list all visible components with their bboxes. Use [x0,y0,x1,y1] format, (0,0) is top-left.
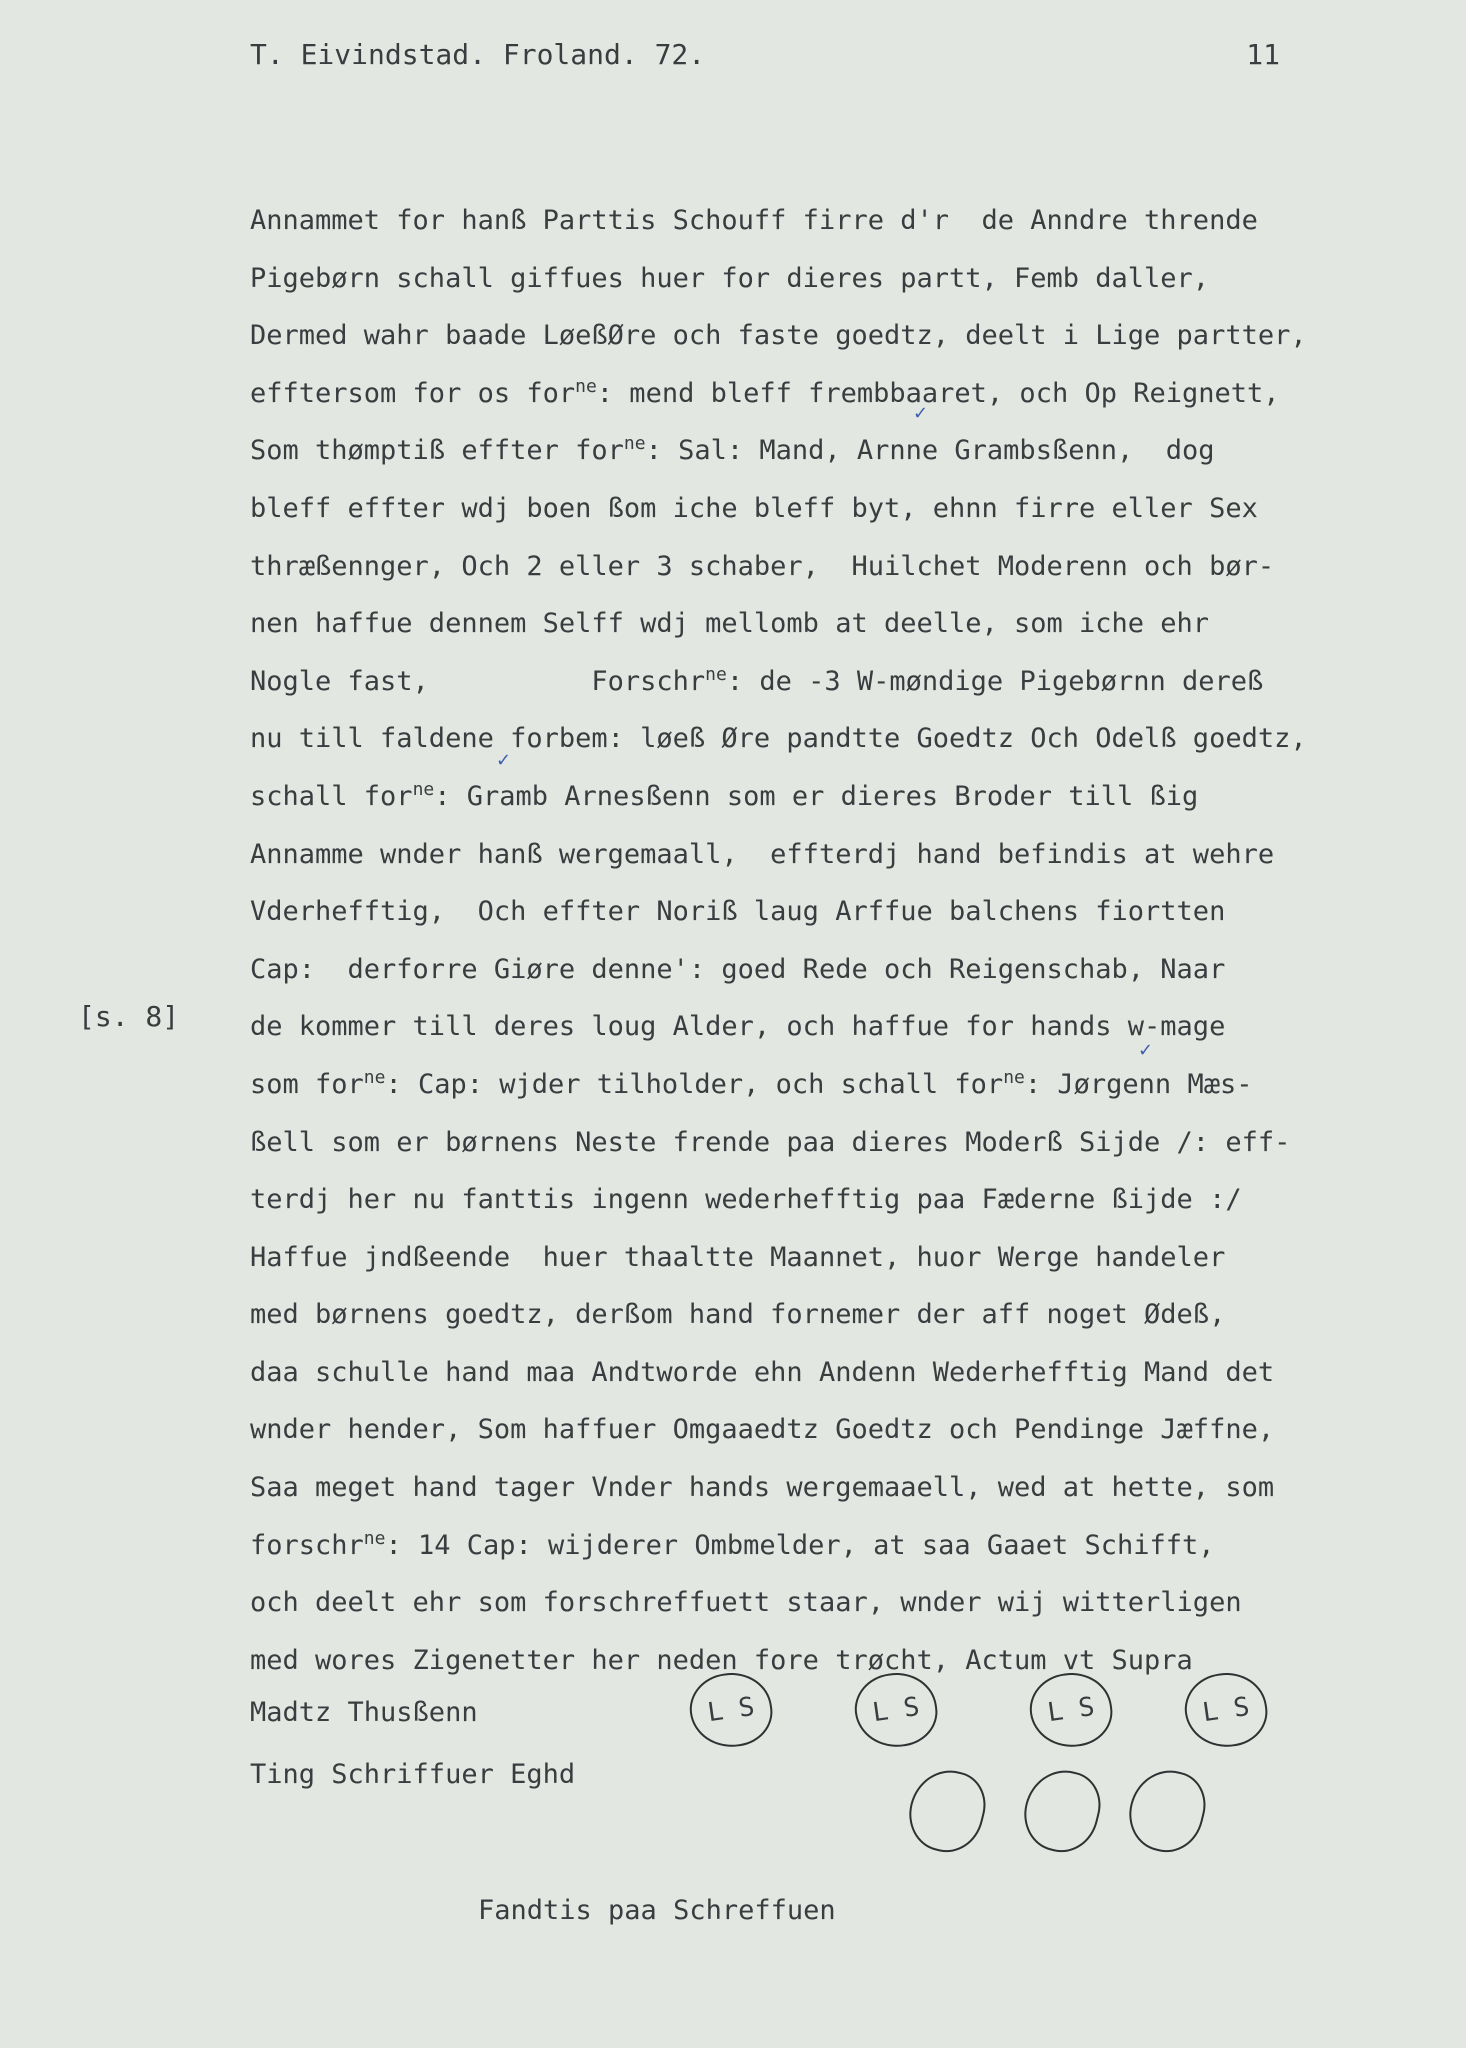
check-mark: ✓ [496,750,512,771]
blank-seal [901,1762,993,1859]
text-line: efftersom for os for$^{ne}$: mend bleff frembbaaret, och Op Reignett, [250,375,1280,409]
text-line: schall for$^{ne}$: Gramb Arnesßenn som er dieres Broder till ßig [250,778,1199,812]
page-number: 11 [1246,38,1280,71]
text-line: Cap: derforre Giøre denne': goed Rede och Reigenschab, Naar [250,953,1226,985]
text-line: Annamme wnder hanß wergemaall, effterdj hand befindis at wehre [250,838,1275,870]
text-line: med wores Zigenetter her neden fore trøcht, Actum vt Supra [250,1644,1193,1676]
blank-seal [1121,1762,1213,1859]
text-line: nu till faldene forbem: løeß Øre pandtte Goedtz Och Odelß goedtz, [250,723,1307,755]
text-line: Vderhefftig, Och effter Noriß laug Arffue balchens fiortten [250,896,1226,928]
text-line: Nogle fast, Forschr$^{ne}$: de -3 W-møndige Pigebørnn dereß [250,663,1264,697]
seal: L S [1025,1668,1117,1753]
text-line: ßell som er børnens Neste frende paa dieres Moderß Sijde /: eff- [250,1126,1291,1158]
header-title: T. Eivindstad. Froland. 72. [250,38,706,71]
text-line: med børnens goedtz, derßom hand fornemer der aff noget Ødeß, [250,1299,1226,1331]
body-text [250,192,1410,1689]
seal-row [690,1673,1290,1763]
text-line: daa schulle hand maa Andtworde ehn Andenn Wederhefftig Mand det [250,1356,1275,1388]
text-line: och deelt ehr som forschreffuett staar, wnder wij witterligen [250,1587,1242,1619]
text-line: forschr$^{ne}$: 14 Cap: wijderer Ombmelder, at saa Gaaet Schifft, [250,1527,1215,1561]
margin-note: [s. 8] [78,1000,180,1033]
footer-note: Fandtis paa Schreffuen [478,1895,836,1926]
seal: L S [685,1668,777,1753]
text-line: de kommer till deres loug Alder, och haffue for hands w-mage [250,1011,1226,1043]
signature-name: Madtz Thusßenn [250,1697,478,1728]
text-line: Pigebørn schall giffues huer for dieres partt, Femb daller, [250,262,1210,294]
text-line: Saa meget hand tager Vnder hands wergemaaell, wed at hette, som [250,1472,1275,1504]
text-line: bleff effter wdj boen ßom iche bleff byt, ehnn firre eller Sex [250,492,1258,524]
text-line: som for$^{ne}$: Cap: wjder tilholder, och schall for$^{ne}$: Jørgenn Mæs- [250,1066,1253,1100]
seal: L S [850,1668,942,1753]
text-line: thræßennger, Och 2 eller 3 schaber, Huilchet Moderenn och bør- [250,550,1275,582]
text-line: terdj her nu fanttis ingenn wederhefftig paa Fæderne ßijde :/ [250,1184,1242,1216]
text-line: wnder hender, Som haffuer Omgaaedtz Goedtz och Pendinge Jæffne, [250,1414,1275,1446]
text-line: Haffue jndßeende huer thaaltte Maannet, huor Werge handeler [250,1241,1226,1273]
signature-title: Ting Schriffuer Eghd [250,1759,576,1790]
blank-seal-row [910,1770,1210,1880]
text-line: nen haffue dennem Selff wdj mellomb at deelle, som iche ehr [250,608,1210,640]
seal: L S [1180,1668,1272,1753]
check-mark: ✓ [913,403,929,424]
signature-block [250,1682,575,1806]
text-line: Dermed wahr baade LøeßØre och faste goedtz, deelt i Lige partter, [250,320,1307,352]
check-mark: ✓ [1138,1040,1154,1061]
text-line: Annammet for hanß Parttis Schouff firre d'r de Anndre thrende [250,205,1258,236]
text-line: Som thømptiß effter for$^{ne}$: Sal: Mand, Arnne Grambsßenn, dog [250,433,1215,467]
blank-seal [1016,1762,1108,1859]
page-header [250,38,1280,71]
